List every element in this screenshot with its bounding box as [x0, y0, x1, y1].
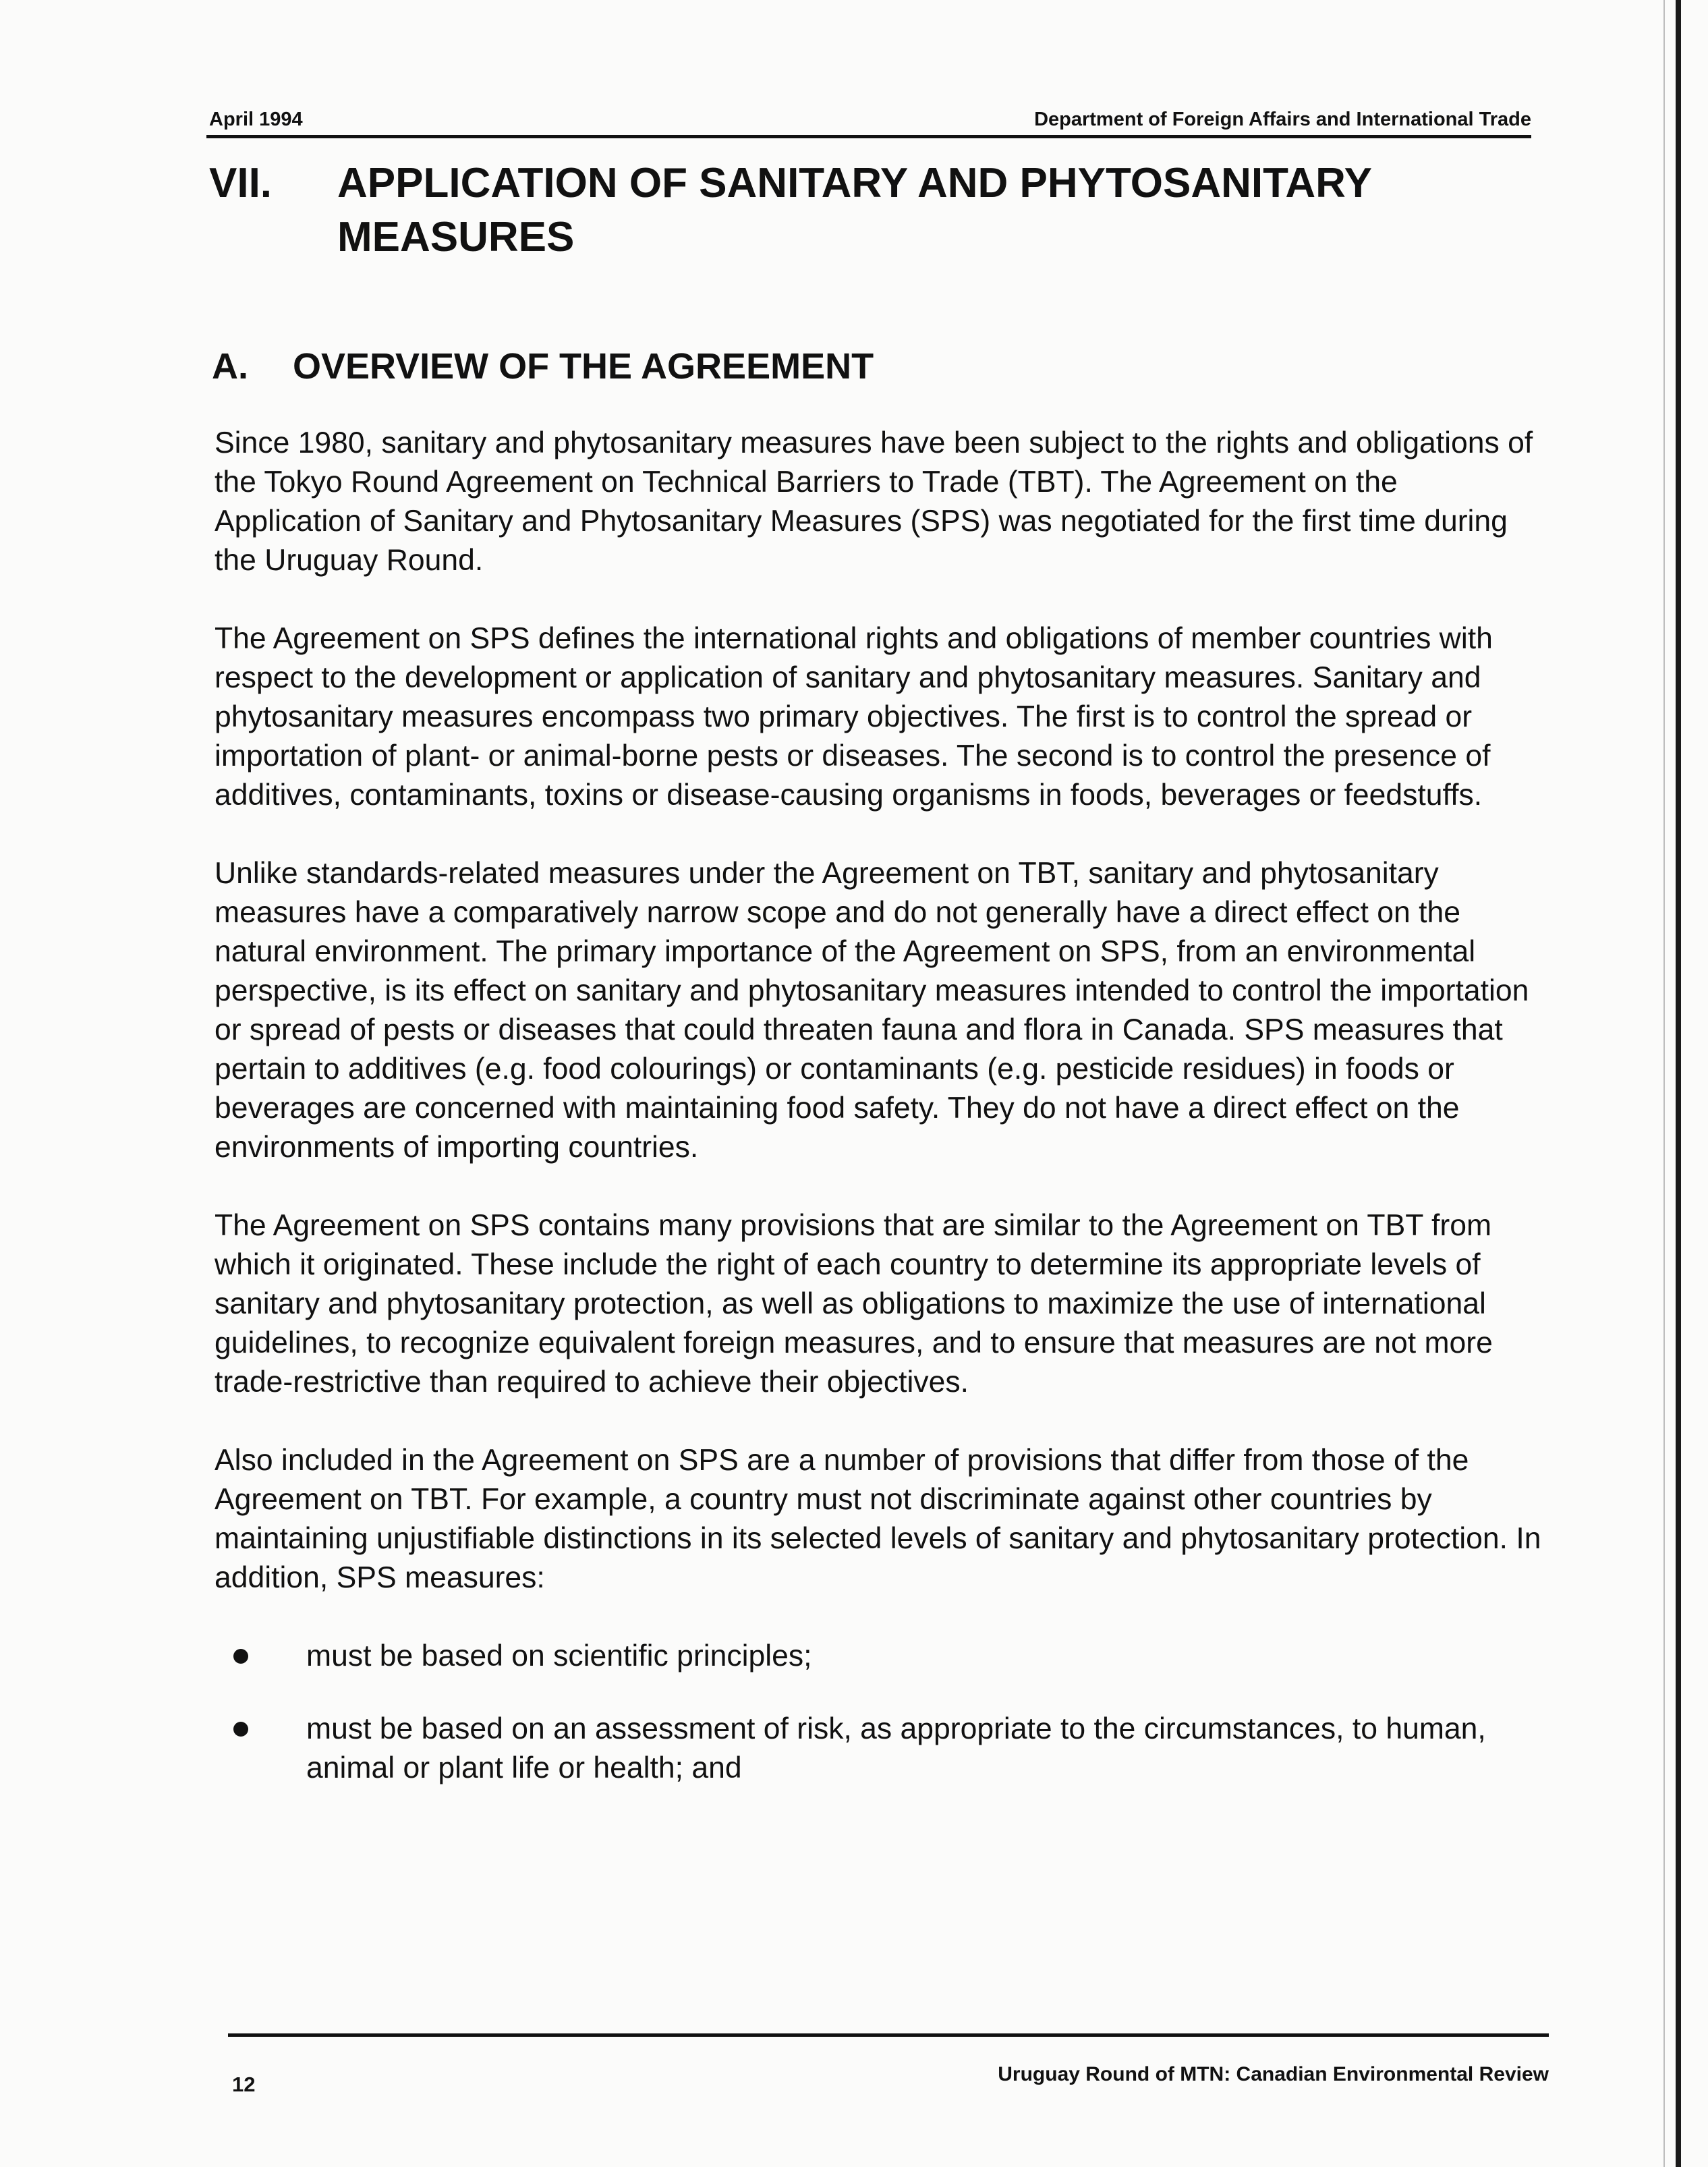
- bullet-text: must be based on an assessment of risk, as appropriate to the circumstances, to human, animal or plant life or health; and: [306, 1712, 1486, 1784]
- scan-edge: [1676, 0, 1681, 2167]
- bullet-item: [215, 1710, 1550, 1788]
- paragraph: Since 1980, sanitary and phytosanitary measures have been subject to the rights and obligations of the Tokyo Round Agreement on Technical Barriers to Trade (TBT). The Agreement on the Application of Sanitary and Phytosanitary Measures (SPS) was negotiated for the first time during the Uruguay Round.: [215, 426, 1533, 577]
- body-text: [215, 424, 1550, 1822]
- chapter-number: VII.: [209, 160, 273, 206]
- bullet-item: [215, 1637, 1550, 1676]
- bullet-icon: [233, 1722, 248, 1737]
- section-title: OVERVIEW OF THE AGREEMENT: [293, 346, 874, 387]
- bullet-text: must be based on scientific principles;: [306, 1639, 812, 1672]
- scan-edge-line: [1663, 0, 1665, 2167]
- bullet-icon: [233, 1649, 248, 1664]
- page-number: 12: [232, 2073, 256, 2096]
- footer-rule: [228, 2033, 1549, 2037]
- header-date: April 1994: [209, 109, 303, 130]
- paragraph: Unlike standards-related measures under the Agreement on TBT, sanitary and phytosanitary measures have a comparatively narrow scope and do not generally have a direct effect on the natural environment. The primary importance of the Agreement on SPS, from an environmental perspective, is its effect on sanitary and phytosanitary measures intended to control the importation or spread of pests or diseases that could threaten fauna and flora in Canada. SPS measures that pertain to additives (e.g. food colourings) or contaminants (e.g. pesticide residues) in foods or beverages are concerned with maintaining food safety. They do not have a direct effect on the environments of importing countries.: [215, 857, 1529, 1164]
- running-header: [206, 101, 1531, 138]
- paragraph: The Agreement on SPS contains many provisions that are similar to the Agreement on TBT from which it originated. These include the right of each country to determine its appropriate levels of sanitary and phytosanitary protection, as well as obligations to maximize the use of international guidelines, to recognize equivalent foreign measures, and to ensure that measures are not more trade-restrictive than required to achieve their objectives.: [215, 1209, 1493, 1399]
- header-department: Department of Foreign Affairs and International Trade: [1034, 109, 1531, 130]
- paragraph: The Agreement on SPS defines the international rights and obligations of member countries with respect to the development or application of sanitary and phytosanitary measures. Sanitary and phytosanitary measures encompass two primary objectives. The first is to control the spread or importation of plant- or animal-borne pests or diseases. The second is to control the presence of additives, contaminants, toxins or disease-causing organisms in foods, beverages or feedstuffs.: [215, 622, 1493, 812]
- chapter-title: APPLICATION OF SANITARY AND PHYTOSANITARY MEASURES: [337, 160, 1371, 260]
- footer-publication: Uruguay Round of MTN: Canadian Environmental Review: [998, 2063, 1549, 2085]
- paragraph: Also included in the Agreement on SPS are a number of provisions that differ from those of the Agreement on TBT. For example, a country must not discriminate against other countries by maintaining unjustifiable distinctions in its selected levels of sanitary and phytosanitary protection. In addition, SPS measures:: [215, 1444, 1541, 1594]
- section-heading: [212, 343, 874, 390]
- bullet-list: [215, 1637, 1550, 1788]
- section-letter: A.: [212, 346, 248, 387]
